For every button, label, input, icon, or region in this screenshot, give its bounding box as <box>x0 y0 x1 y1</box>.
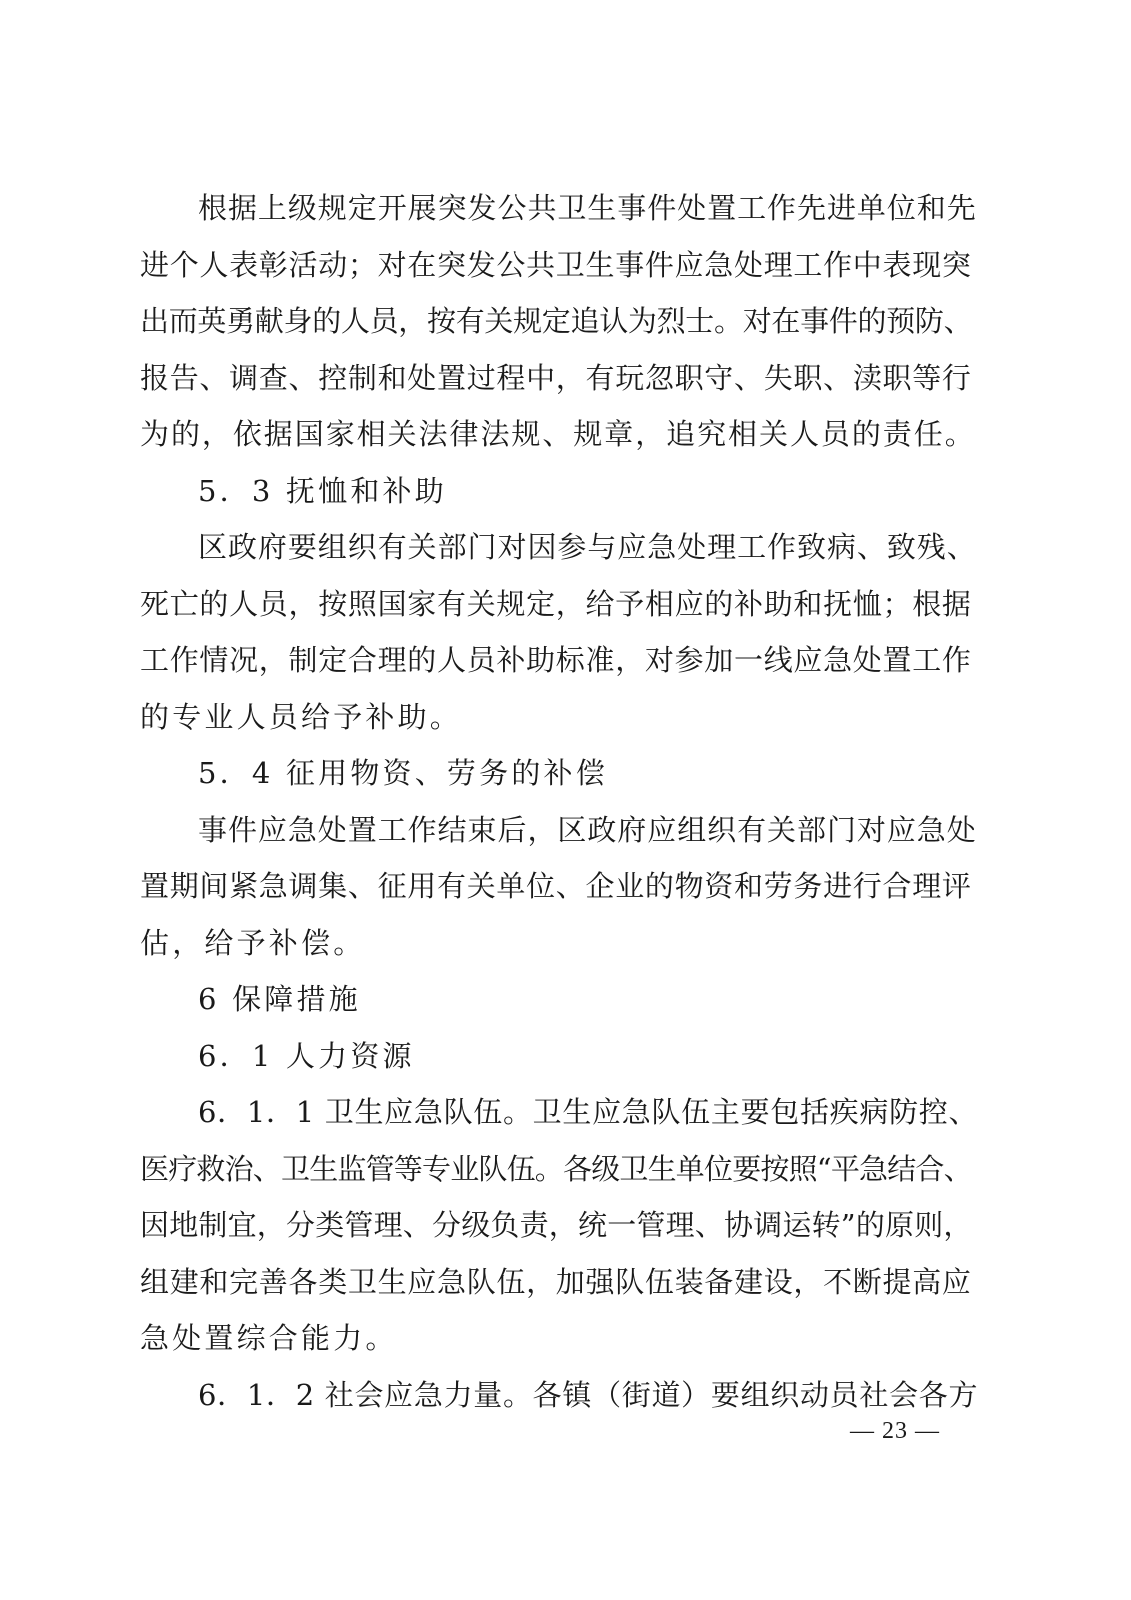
text-line: 的专业人员给予补助。 <box>140 699 463 734</box>
text-line: 为的，依据国家相关法律法规、规章，追究相关人员的责任。 <box>140 417 976 451</box>
text-line: 6．1 人力资源 <box>198 1038 415 1073</box>
text-line: 估，给予补偿。 <box>140 925 366 960</box>
text-line: 6．1．1 卫生应急队伍。卫生应急队伍主要包括疾病防控、 <box>198 1095 979 1129</box>
text-line: 5．4 征用物资、劳务的补偿 <box>198 756 608 790</box>
text-line: 出而英勇献身的人员，按有关规定追认为烈士。对在事件的预防、 <box>140 304 973 338</box>
text-line: 进个人表彰活动；对在突发公共卫生事件应急处理工作中表现突 <box>140 247 972 282</box>
text-line: 5．3 抚恤和补助 <box>198 473 447 508</box>
text-line: 事件应急处置工作结束后，区政府应组织有关部门对应急处 <box>198 812 977 847</box>
text-line: 因地制宜，分类管理、分级负责，统一管理、协调运转”的原则， <box>140 1208 973 1242</box>
text-line: 区政府要组织有关部门对因参与应急处理工作致病、致残、 <box>198 530 977 564</box>
text-line: 根据上级规定开展突发公共卫生事件处置工作先进单位和先 <box>198 191 977 225</box>
text-line: 报告、调查、控制和处置过程中，有玩忽职守、失职、渎职等行 <box>140 360 972 395</box>
body-text <box>140 180 978 1423</box>
text-line: 急处置综合能力。 <box>140 1321 398 1355</box>
text-line: 6．1．2 社会应急力量。各镇（街道）要组织动员社会各方 <box>198 1377 979 1412</box>
page-number: — 23 — <box>850 1418 940 1444</box>
text-line: 置期间紧急调集、征用有关单位、企业的物资和劳务进行合理评 <box>140 869 972 903</box>
text-line: 死亡的人员，按照国家有关规定，给予相应的补助和抚恤；根据 <box>140 586 972 621</box>
text-line: 6 保障措施 <box>198 982 361 1016</box>
text-line: 工作情况，制定合理的人员补助标准，对参加一线应急处置工作 <box>140 643 972 677</box>
text-line: 组建和完善各类卫生应急队伍，加强队伍装备建设，不断提高应 <box>140 1264 972 1299</box>
text-line: 医疗救治、卫生监管等专业队伍。各级卫生单位要按照“平急结合、 <box>140 1151 972 1186</box>
